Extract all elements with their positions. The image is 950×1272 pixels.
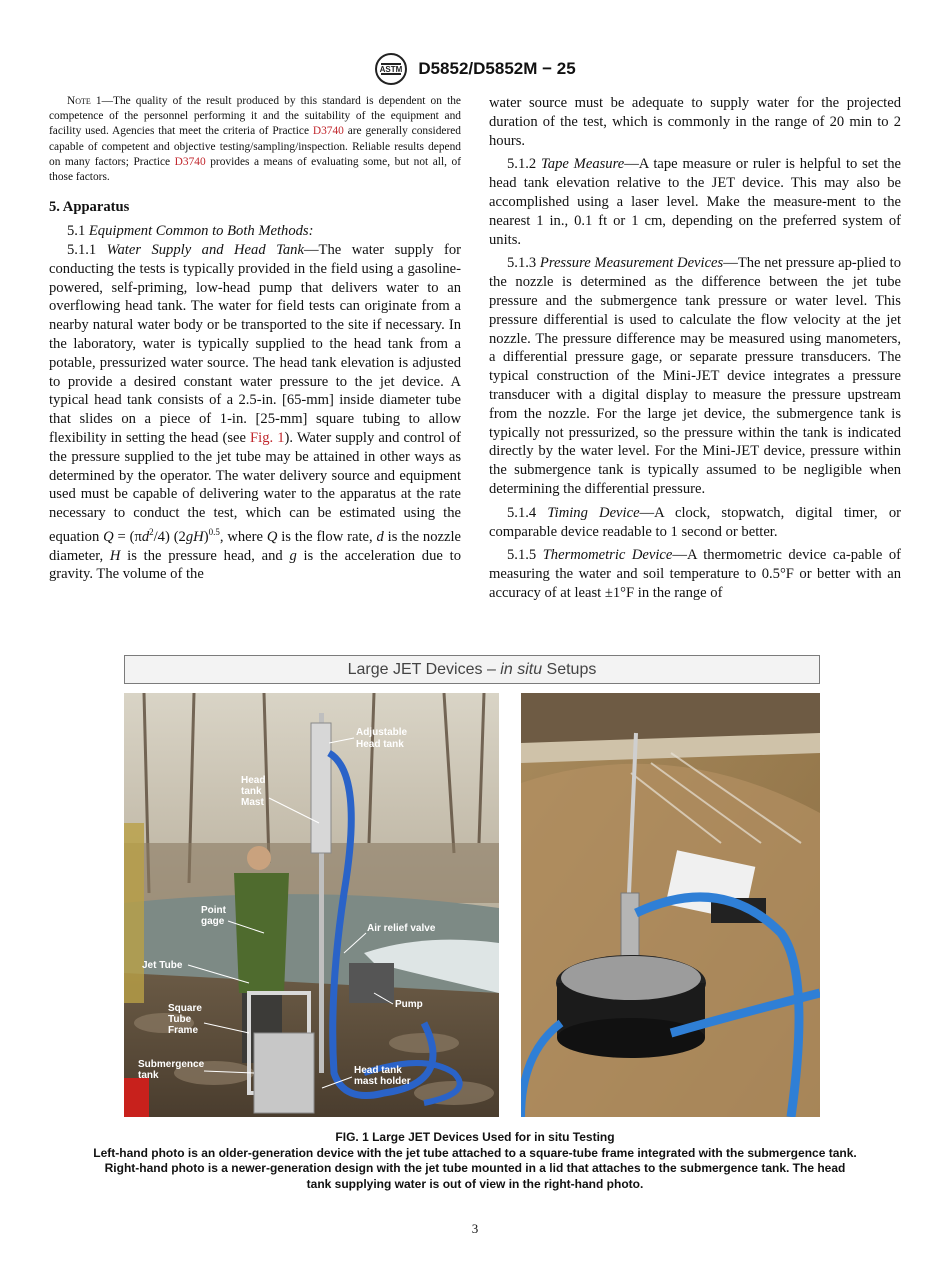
caption-line-1: Left-hand photo is an older-generation device with the jet tube attached to a square-tube frame integrated with the submergence tank. [93, 1145, 857, 1160]
right-lab-photo [521, 693, 820, 1117]
label-air-relief-valve: Air relief valve [367, 923, 436, 934]
paragraph-5-1-2: 5.1.2 Tape Measure—A tape measure or ruler is helpful to set the head tank elevation relative to the JET device. This may also be accomplished using a laser level. Make the measure-ment to the nearest 1 in., 0.1 ft or 1 cm, depending on the preferred system of units. [489, 156, 901, 248]
paragraph-5-1-3: 5.1.3 Pressure Measurement Devices—The net pressure ap-plied to the nozzle is determined as the difference between the jet tube pressure and the submergence tank pressure or water level. This pressure differential is used to calculate the flow velocity at the jet nozzle. The pressure difference may be measured using manometers, a differential pressure gage, or separate pressure transducers. The typical construction of the Mini-JET device integrates a pressure transducer with a digital display to measure the pressure upstream from the nozzle. For the large jet device, the submergence tank is typically not pressurized, so the pressure within the tank is indicated directly by the water level. For the Mini-JET device, pressure within the submergence tank is typically assumed to be negligible when determining the differential pressure. [489, 255, 901, 497]
figure-caption [40, 1130, 910, 1192]
link-d3740-2[interactable]: D3740 [174, 155, 206, 168]
label-adjustable-head-tank: Adjustable [356, 727, 408, 738]
svg-text:mast holder: mast holder [354, 1076, 411, 1087]
paragraph-5-1: 5.1 Equipment Common to Both Methods: [67, 223, 314, 240]
page-number: 3 [471, 1221, 479, 1236]
page-header [0, 52, 950, 86]
label-square-tube-frame: Square [168, 1003, 202, 1014]
paragraph-5-1-1: 5.1.1 Water Supply and Head Tank—The water supply for conducting the tests is typically provided in the field using a gasoline-powered, self-priming, low-head pump that delivers water to an overflowing head tank. The water for field tests can originate from a nearby natural water body or be transported to the site if necessary. In the laboratory, water is typically supplied to the head tank from a potable, pressurized water source. The head tank elevation is adjusted to provide a desired constant water pressure to the jet device. A typical head tank consists of a 2.5-in. [65-mm] inside diameter tube that slides on a piece of 1-in. [25-mm] square tubing to allow flexibility in setting the head (see Fig. 1). Water supply and control of the pressure supplied to the jet tube may be attained in other ways as determined by the operator. The water delivery source and equipment used must be capable of delivering water to the apparatus at the rate necessary to conduct the test, which can be estimated using the equation $Q = (\pi d^2/4)$ $(2gH)^{0.5}$, where Q is the flow rate, d is the nozzle diameter, H is the pressure head, and g is the acceleration due to gravity. The volume of the [49, 242, 462, 583]
left-column [49, 94, 461, 584]
svg-text:ASTM: ASTM [379, 65, 403, 74]
caption-line-2: Right-hand photo is a newer-generation design with the jet tube mounted in a lid that attaches to the submergence tank. The head [104, 1161, 846, 1175]
section-heading-apparatus: 5. Apparatus [49, 199, 130, 216]
astm-logo-icon [374, 52, 408, 86]
label-jet-tube: Jet Tube [142, 960, 183, 971]
link-d3740[interactable]: D3740 [312, 125, 344, 138]
svg-text:tank: tank [241, 786, 262, 797]
svg-text:Head tank: Head tank [356, 739, 404, 750]
label-head-tank-mast-holder: Head tank [354, 1065, 402, 1076]
right-photo-illustration [521, 693, 820, 1117]
svg-text:gage: gage [201, 916, 225, 927]
paragraph-5-1-4: 5.1.4 Timing Device—A clock, stopwatch, digital timer, or comparable device readable to 1 second or better. [489, 504, 901, 540]
svg-text:tank: tank [138, 1070, 159, 1081]
note-1: Note 1—The quality of the result produced by this standard is dependent on the competence of the personnel performing it and the suitability of the equipment and facility used. Agencies that meet the criteria of Practice D3740 are generally considered capable of competent and objective testing/sampling/inspection. Reliable results depend on many factors; Practice D3740 provides a means of evaluating some, but not all, of those factors. [49, 95, 461, 184]
label-point-gage: Point [201, 905, 226, 916]
label-submergence-tank: Submergence [138, 1059, 205, 1070]
document-designation: D5852/D5852M − 25 [418, 59, 576, 78]
svg-text:Mast: Mast [241, 797, 264, 808]
svg-text:Tube: Tube [168, 1014, 192, 1025]
link-fig-1[interactable]: Fig. 1 [250, 429, 285, 446]
paragraph-5-1-5: 5.1.5 Thermometric Device—A thermometric device ca-pable of measuring the water and soil temperature to 0.5°F or better with an accuracy of at least ±1°F in the range of [489, 547, 901, 601]
figure-banner: Large JET Devices – in situ Setups [124, 655, 820, 684]
right-column [489, 94, 901, 603]
label-head-tank-mast: Head [241, 775, 266, 786]
left-photo-illustration [124, 693, 499, 1117]
left-field-photo [124, 693, 499, 1117]
caption-line-3: tank supplying water is out of view in the right-hand photo. [306, 1176, 644, 1191]
label-pump: Pump [395, 999, 423, 1010]
paragraph-continued: water source must be adequate to supply water for the projected duration of the test, which is commonly in the range of 20 min to 2 hours. [489, 95, 901, 149]
caption-title: FIG. 1 Large JET Devices Used for in situ Testing [335, 1130, 615, 1144]
svg-text:Frame: Frame [168, 1025, 199, 1036]
